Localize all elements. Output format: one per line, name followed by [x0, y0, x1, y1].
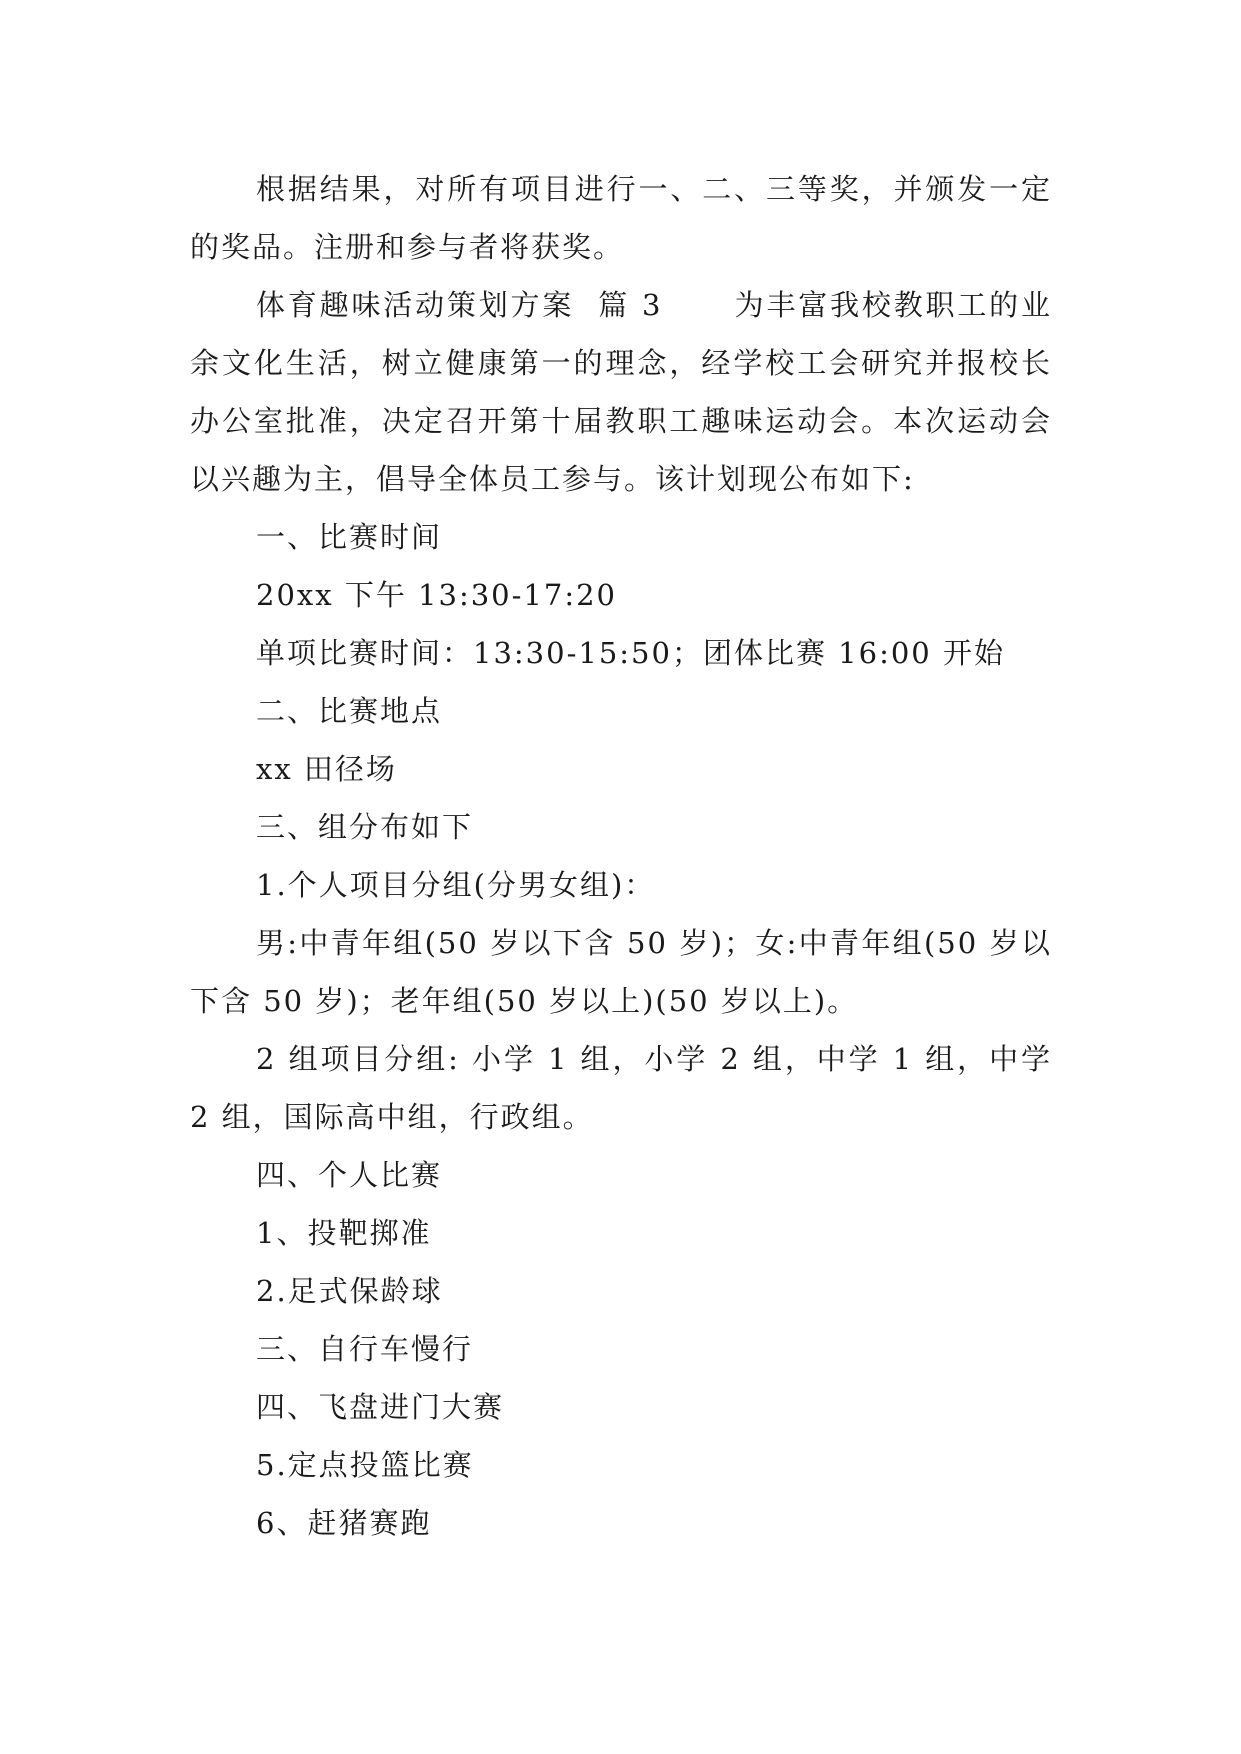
list-item-event-6: 6、赶猪赛跑 [256, 1506, 432, 1540]
heading-competition-time: 一、比赛时间 [256, 520, 443, 554]
list-item-event-3: 三、自行车慢行 [256, 1332, 474, 1366]
paragraph-individual-grouping: 1.个人项目分组(分男女组)： [256, 868, 656, 902]
heading-competition-venue: 二、比赛地点 [256, 694, 443, 728]
heading-individual-events: 四、个人比赛 [256, 1158, 443, 1192]
list-item-event-2: 2.足式保龄球 [256, 1274, 443, 1308]
list-item-event-5: 5.定点投篮比赛 [256, 1448, 474, 1482]
document-body [190, 160, 1064, 1552]
paragraph-age-groups: 男:中青年组(50 岁以下含 50 岁)；女:中青年组(50 岁以下含 50 岁)；老年组(50 岁以上)(50 岁以上)。 [190, 926, 1052, 1018]
paragraph-time-range: 20xx 下午 13:30-17:20 [256, 578, 617, 612]
paragraph-award-results: 根据结果，对所有项目进行一、二、三等奖，并颁发一定的奖品。注册和参与者将获奖。 [190, 172, 1052, 264]
heading-group-distribution: 三、组分布如下 [256, 810, 474, 844]
list-item-event-1: 1、投靶掷准 [256, 1216, 432, 1250]
paragraph-event-schedule: 单项比赛时间：13:30-15:50；团体比赛 16:00 开始 [256, 636, 1005, 670]
paragraph-team-grouping: 2 组项目分组: 小学 1 组，小学 2 组，中学 1 组，中学 2 组，国际高中组，行政组。 [190, 1042, 1064, 1134]
paragraph-venue: xx 田径场 [256, 752, 397, 786]
paragraph-plan-intro: 体育趣味活动策划方案 篇 3 为丰富我校教职工的业余文化生活，树立健康第一的理念，经学校工会研究并报校长办公室批准，决定召开第十届教职工趣味运动会。本次运动会以兴趣为主，倡导全体员工参与。该计划现公布如下: [190, 288, 1052, 496]
list-item-event-4: 四、飞盘进门大赛 [256, 1390, 505, 1424]
